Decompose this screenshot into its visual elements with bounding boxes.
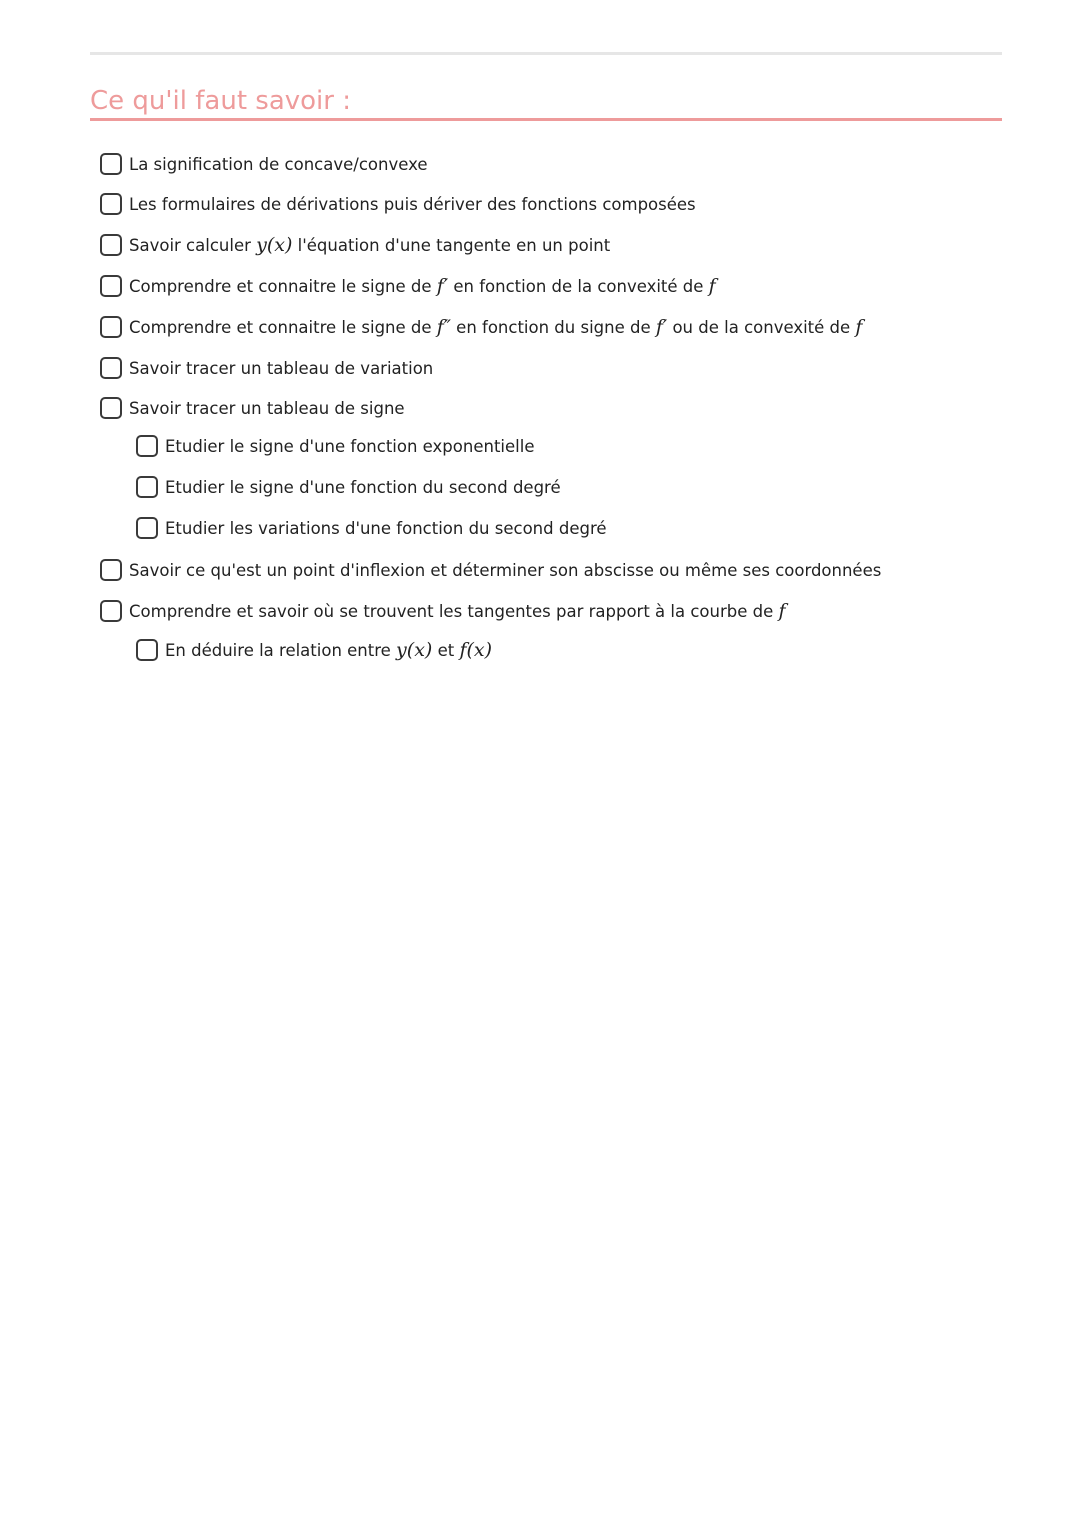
- checkbox[interactable]: [136, 476, 158, 498]
- item-text: Etudier le signe d'une fonction du second degré: [165, 477, 561, 497]
- item-label: [129, 155, 427, 174]
- item-text: Comprendre et connaitre le signe de: [129, 277, 437, 296]
- math-expression: f′: [655, 316, 668, 338]
- math-expression: f: [708, 275, 716, 297]
- checklist-item-equation-tangente[interactable]: [100, 232, 610, 258]
- checklist-subitem-signe-second-degre[interactable]: [136, 474, 561, 500]
- item-text: en fonction de la convexité de: [448, 277, 709, 296]
- item-text: Savoir tracer un tableau de variation: [129, 358, 434, 378]
- item-label: [129, 195, 696, 214]
- math-expression: f′: [436, 275, 449, 297]
- item-text: Comprendre et savoir où se trouvent les tangentes par rapport à la courbe de: [129, 602, 779, 621]
- checkbox[interactable]: [100, 275, 122, 297]
- item-text: Comprendre et connaitre le signe de: [129, 318, 437, 337]
- item-label: [129, 359, 433, 378]
- item-label: [165, 478, 561, 497]
- checkbox[interactable]: [100, 559, 122, 581]
- item-text: ou de la convexité de: [667, 318, 856, 337]
- math-expression: f(x): [459, 639, 493, 661]
- item-text: Les formulaires de dérivations puis dériver des fonctions composées: [129, 194, 696, 214]
- checkbox[interactable]: [100, 193, 122, 215]
- item-text: La signification de concave/convexe: [129, 154, 428, 174]
- item-text: et: [432, 641, 460, 660]
- checklist-item-concave-convexe[interactable]: [100, 151, 427, 177]
- checkbox[interactable]: [100, 357, 122, 379]
- checkbox[interactable]: [100, 600, 122, 622]
- item-label: [129, 399, 405, 418]
- item-text: Etudier le signe d'une fonction exponentielle: [165, 436, 535, 456]
- checkbox[interactable]: [100, 316, 122, 338]
- item-text: Savoir ce qu'est un point d'inflexion et déterminer son abscisse ou même ses coordonnées: [129, 560, 882, 580]
- item-text: en fonction du signe de: [450, 318, 656, 337]
- checkbox[interactable]: [100, 234, 122, 256]
- section-title: Ce qu'il faut savoir :: [90, 86, 351, 116]
- item-label: [165, 437, 534, 456]
- item-text: Etudier les variations d'une fonction du second degré: [165, 518, 607, 538]
- checklist-item-signe-f-seconde[interactable]: [100, 314, 862, 340]
- item-text: Savoir calculer: [129, 236, 257, 255]
- checkbox[interactable]: [136, 517, 158, 539]
- item-label: [129, 234, 610, 256]
- item-label: [165, 639, 492, 661]
- math-expression: f: [855, 316, 863, 338]
- checklist-item-tableau-signe[interactable]: [100, 395, 405, 421]
- item-label: [165, 519, 607, 538]
- math-expression: f: [778, 600, 786, 622]
- item-label: [129, 275, 716, 297]
- checkbox[interactable]: [100, 153, 122, 175]
- item-text: Savoir tracer un tableau de signe: [129, 398, 405, 418]
- checklist-item-signe-f-prime[interactable]: [100, 273, 716, 299]
- checklist-item-point-inflexion[interactable]: [100, 557, 881, 583]
- checkbox[interactable]: [136, 639, 158, 661]
- item-text: En déduire la relation entre: [165, 641, 397, 660]
- checklist-item-tableau-variation[interactable]: [100, 355, 433, 381]
- checklist-subitem-signe-exponentielle[interactable]: [136, 433, 534, 459]
- item-label: [129, 600, 786, 622]
- math-expression: y(x): [256, 234, 293, 256]
- item-text: l'équation d'une tangente en un point: [292, 236, 611, 255]
- checklist-item-position-tangentes[interactable]: [100, 598, 786, 624]
- checklist-subitem-variations-second-degre[interactable]: [136, 515, 607, 541]
- checklist-item-formulaires-derivations[interactable]: [100, 191, 696, 217]
- math-expression: f″: [436, 316, 451, 338]
- checkbox[interactable]: [100, 397, 122, 419]
- math-expression: y(x): [396, 639, 433, 661]
- item-label: [129, 316, 862, 338]
- checklist-subitem-relation-y-f[interactable]: [136, 637, 492, 663]
- checkbox[interactable]: [136, 435, 158, 457]
- item-label: [129, 561, 881, 580]
